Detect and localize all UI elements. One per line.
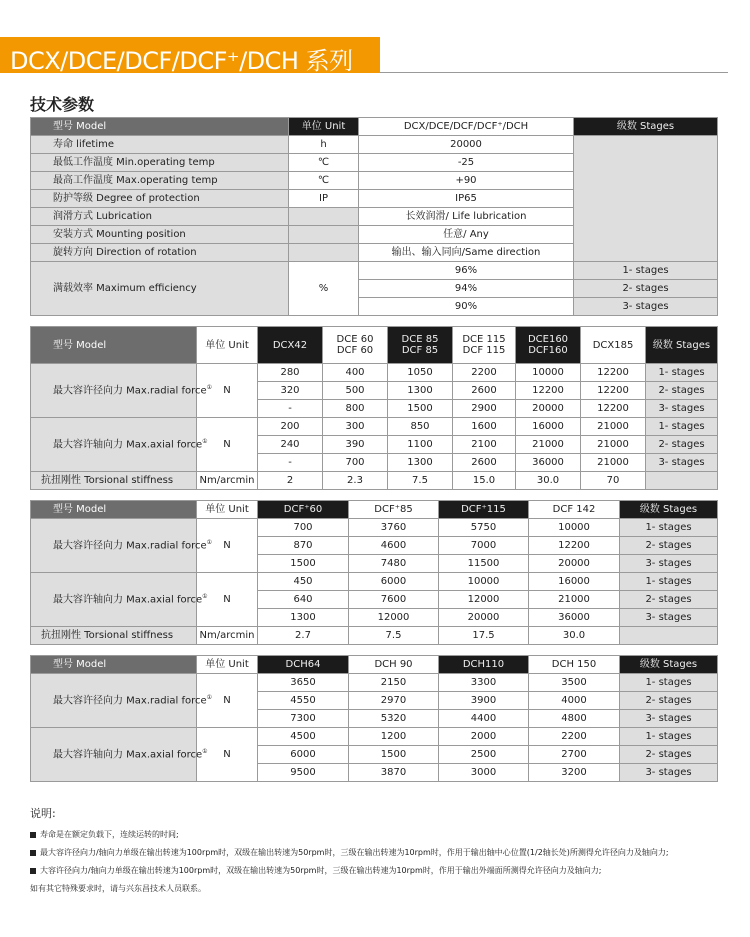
value-cell: 700 <box>323 454 388 472</box>
note-item <box>30 847 730 858</box>
value-cell: 4800 <box>529 710 620 728</box>
stiffness-value: 7.5 <box>388 472 453 490</box>
value-cell: 3500 <box>529 674 620 692</box>
dcx-dce-dcf-load-table <box>30 326 718 490</box>
table-row <box>31 418 718 436</box>
value-cell: 12200 <box>581 400 646 418</box>
row-unit <box>289 208 359 226</box>
stage-cell: 1- stages <box>620 728 718 746</box>
value-cell: 1100 <box>388 436 453 454</box>
row-label: 寿命 lifetime <box>31 136 289 154</box>
value-cell: 12200 <box>529 537 620 555</box>
value-cell: 12200 <box>581 382 646 400</box>
value-cell: - <box>258 454 323 472</box>
value-cell: 20000 <box>439 609 529 627</box>
model-header: 型号 Model <box>31 501 197 519</box>
value-cell: 1500 <box>388 400 453 418</box>
table-row <box>31 472 718 490</box>
value-cell: 2700 <box>529 746 620 764</box>
row-label: 最低工作温度 Min.operating temp <box>31 154 289 172</box>
force-unit: N <box>197 728 258 782</box>
value-cell: 1300 <box>388 382 453 400</box>
stiffness-value: 30.0 <box>516 472 581 490</box>
stage-cell: 2- stages <box>646 436 718 454</box>
value-cell: 2150 <box>349 674 439 692</box>
footnote-mark: ① <box>202 747 208 755</box>
footnote-mark: ① <box>206 693 213 701</box>
row-value: 任意/ Any <box>359 226 574 244</box>
force-unit: N <box>197 573 258 627</box>
stiffness-unit: Nm/arcmin <box>197 627 258 645</box>
stage-cell: 1- stages <box>646 418 718 436</box>
stage-cell: 3- stages <box>620 710 718 728</box>
value-cell: 320 <box>258 382 323 400</box>
value-cell: 5320 <box>349 710 439 728</box>
value-cell: 6000 <box>349 573 439 591</box>
value-cell: 3000 <box>439 764 529 782</box>
model-name: DCE 60 <box>336 334 374 345</box>
stiffness-value: 15.0 <box>453 472 516 490</box>
radial-force-label <box>31 364 213 418</box>
value-cell: 5750 <box>439 519 529 537</box>
stage-cell: 2- stages <box>620 746 718 764</box>
model-header: 型号 Model <box>31 118 289 136</box>
value-cell: 16000 <box>529 573 620 591</box>
force-label-text: 最大容许轴向力 Max.axial force <box>53 594 203 606</box>
model-name: DCF 85 <box>401 345 439 356</box>
unit-header: 单位 Unit <box>197 656 258 674</box>
table-row <box>31 519 718 537</box>
value-cell: 2100 <box>453 436 516 454</box>
model-name: DCE 85 <box>401 334 439 345</box>
stage-cell: 2- stages <box>574 280 718 298</box>
model-header: 型号 Model <box>31 656 197 674</box>
value-cell: 21000 <box>581 436 646 454</box>
value-cell: 1300 <box>388 454 453 472</box>
stiffness-unit: Nm/arcmin <box>197 472 258 490</box>
row-value: -25 <box>359 154 574 172</box>
note-text: 最大容许径向力/轴向力单级在输出转速为100rpm时，双级在输出转速为50rpm时，三级在输出转速为10rpm时，作用于输出轴中心位置(1/2轴长处)所测得允许径向力及轴向力; <box>40 848 669 857</box>
value-cell: 4600 <box>349 537 439 555</box>
row-value: IP65 <box>359 190 574 208</box>
value-cell: 450 <box>258 573 349 591</box>
force-label-text: 最大容许轴向力 Max.axial force <box>53 439 203 451</box>
value-cell: 2900 <box>453 400 516 418</box>
value-cell: 9500 <box>258 764 349 782</box>
value-cell: 3760 <box>349 519 439 537</box>
stages-header: 级数 Stages <box>574 118 718 136</box>
table-row <box>31 728 718 746</box>
stiffness-label: 抗扭刚性 Torsional stiffness <box>31 472 197 490</box>
table-row <box>31 364 718 382</box>
value-cell: 3200 <box>529 764 620 782</box>
radial-force-label <box>31 519 213 573</box>
stage-cell: 1- stages <box>620 674 718 692</box>
value-cell: 2970 <box>349 692 439 710</box>
model-dcf-plus-85: DCF⁺85 <box>349 501 439 519</box>
stage-cell: 2- stages <box>620 692 718 710</box>
force-unit: N <box>197 674 258 728</box>
value-cell: 700 <box>258 519 349 537</box>
row-value: +90 <box>359 172 574 190</box>
section-title: 技术参数 <box>30 95 95 114</box>
model-dcf-142: DCF 142 <box>529 501 620 519</box>
stages-header: 级数 Stages <box>646 327 718 364</box>
value-cell: 640 <box>258 591 349 609</box>
note-item <box>30 829 730 840</box>
value-cell: 4000 <box>529 692 620 710</box>
value-cell: 7600 <box>349 591 439 609</box>
efficiency-unit: % <box>289 262 359 316</box>
value-cell: 400 <box>323 364 388 382</box>
value-cell: 1500 <box>349 746 439 764</box>
model-name: DCE160 <box>527 334 569 345</box>
stiffness-label: 抗扭刚性 Torsional stiffness <box>31 627 197 645</box>
model-name: DCF 60 <box>336 345 374 356</box>
row-unit: IP <box>289 190 359 208</box>
value-cell: 1050 <box>388 364 453 382</box>
value-cell: 240 <box>258 436 323 454</box>
efficiency-label: 满载效率 Maximum efficiency <box>31 262 289 316</box>
force-label-text: 最大容许径向力 Max.radial force <box>53 385 207 397</box>
bullet-square-icon <box>30 850 36 856</box>
row-unit: ℃ <box>289 172 359 190</box>
row-unit <box>289 226 359 244</box>
stages-header: 级数 Stages <box>620 656 718 674</box>
model-name: DCF 115 <box>462 345 506 356</box>
value-cell: 10000 <box>439 573 529 591</box>
value-cell: 2500 <box>439 746 529 764</box>
stage-cell: 3- stages <box>620 764 718 782</box>
value-cell: 870 <box>258 537 349 555</box>
value-cell: 21000 <box>516 436 581 454</box>
value-cell: 2600 <box>453 454 516 472</box>
value-cell: 10000 <box>529 519 620 537</box>
footnote-mark: ① <box>206 383 213 391</box>
efficiency-value: 90% <box>359 298 574 316</box>
row-label: 最高工作温度 Max.operating temp <box>31 172 289 190</box>
force-unit: N <box>197 364 258 418</box>
force-unit: N <box>197 519 258 573</box>
force-label-text: 最大容许径向力 Max.radial force <box>53 540 207 552</box>
model-name: DCX42 <box>272 339 308 351</box>
axial-force-label <box>31 728 208 782</box>
note-item <box>30 865 730 876</box>
value-cell: 36000 <box>529 609 620 627</box>
value-cell: 20000 <box>529 555 620 573</box>
model-header: 型号 Model <box>31 327 197 364</box>
row-label: 防护等级 Degree of protection <box>31 190 289 208</box>
row-value: 输出、输入同向/Same direction <box>359 244 574 262</box>
value-cell: 3300 <box>439 674 529 692</box>
general-spec-table <box>30 117 718 316</box>
stage-cell: 1- stages <box>620 519 718 537</box>
note-text: 寿命是在额定负载下，连续运转的时间; <box>40 830 179 839</box>
stage-cell: 3- stages <box>620 555 718 573</box>
table-row <box>31 674 718 692</box>
stage-blank <box>646 472 718 490</box>
value-cell: 20000 <box>516 400 581 418</box>
table-row <box>31 627 718 645</box>
model-name: DCF160 <box>528 345 568 356</box>
model-dcx185 <box>581 327 646 364</box>
value-cell: 3900 <box>439 692 529 710</box>
row-label: 安装方式 Mounting position <box>31 226 289 244</box>
value-cell: 21000 <box>581 418 646 436</box>
force-label-text: 最大容许轴向力 Max.axial force <box>53 749 203 761</box>
value-cell: 4400 <box>439 710 529 728</box>
value-cell: 1200 <box>349 728 439 746</box>
dcf-plus-load-table <box>30 500 718 645</box>
table-row <box>31 573 718 591</box>
stiffness-value: 30.0 <box>529 627 620 645</box>
stiffness-value: 7.5 <box>349 627 439 645</box>
value-cell: 4550 <box>258 692 349 710</box>
value-cell: 21000 <box>581 454 646 472</box>
row-label: 旋转方向 Direction of rotation <box>31 244 289 262</box>
value-cell: 12200 <box>581 364 646 382</box>
model-dcx42 <box>258 327 323 364</box>
force-unit: N <box>197 418 258 472</box>
axial-force-label <box>31 573 208 627</box>
notes-footer: 如有其它特殊要求时，请与兴东昌技术人员联系。 <box>30 884 206 893</box>
axial-force-label <box>31 418 208 472</box>
stage-cell: 2- stages <box>620 591 718 609</box>
value-cell: 300 <box>323 418 388 436</box>
row-label: 润滑方式 Lubrication <box>31 208 289 226</box>
model-dcf-plus-60: DCF⁺60 <box>258 501 349 519</box>
stiffness-value: 2.7 <box>258 627 349 645</box>
value-cell: 200 <box>258 418 323 436</box>
efficiency-value: 94% <box>359 280 574 298</box>
notes-title: 说明: <box>30 807 56 820</box>
value-cell: 16000 <box>516 418 581 436</box>
value-cell: 280 <box>258 364 323 382</box>
model-dch150: DCH 150 <box>529 656 620 674</box>
stiffness-value: 17.5 <box>439 627 529 645</box>
value-cell: 36000 <box>516 454 581 472</box>
force-label-text: 最大容许径向力 Max.radial force <box>53 695 207 707</box>
value-cell: 2000 <box>439 728 529 746</box>
row-unit: ℃ <box>289 154 359 172</box>
stage-cell: 1- stages <box>620 573 718 591</box>
model-dch110: DCH110 <box>439 656 529 674</box>
notes <box>30 805 730 901</box>
unit-header: 单位 Unit <box>197 327 258 364</box>
value-cell: 2200 <box>453 364 516 382</box>
model-name: DCX185 <box>592 339 634 351</box>
model-dch64: DCH64 <box>258 656 349 674</box>
value-cell: 850 <box>388 418 453 436</box>
stage-cell: 3- stages <box>574 298 718 316</box>
value-cell: - <box>258 400 323 418</box>
stage-cell: 2- stages <box>646 382 718 400</box>
model-dce115-dcf115 <box>453 327 516 364</box>
note-text: 大容许径向力/轴向力单级在输出转速为100rpm时，双级在输出转速为50rpm时，三级在输出转速为10rpm时，作用于输出外端面所测得允许径向力及轴向力; <box>40 866 602 875</box>
model-name: DCE 115 <box>462 334 506 345</box>
value-cell: 1300 <box>258 609 349 627</box>
stage-cell: 3- stages <box>646 400 718 418</box>
footnote-mark: ① <box>202 437 208 445</box>
value-cell: 1600 <box>453 418 516 436</box>
unit-header: 单位 Unit <box>289 118 359 136</box>
stiffness-value: 2.3 <box>323 472 388 490</box>
radial-force-label <box>31 674 213 728</box>
row-value: 长效润滑/ Life lubrication <box>359 208 574 226</box>
bullet-square-icon <box>30 868 36 874</box>
bullet-square-icon <box>30 832 36 838</box>
efficiency-value: 96% <box>359 262 574 280</box>
stage-cell: 1- stages <box>646 364 718 382</box>
row-unit <box>289 244 359 262</box>
value-cell: 2600 <box>453 382 516 400</box>
model-dcf-plus-115: DCF⁺115 <box>439 501 529 519</box>
value-cell: 12200 <box>516 382 581 400</box>
stage-cell: 2- stages <box>620 537 718 555</box>
row-value: 20000 <box>359 136 574 154</box>
footnote-mark: ① <box>206 538 213 546</box>
stage-cell: 3- stages <box>646 454 718 472</box>
value-cell: 3650 <box>258 674 349 692</box>
value-cell: 12000 <box>349 609 439 627</box>
value-cell: 3870 <box>349 764 439 782</box>
value-cell: 4500 <box>258 728 349 746</box>
value-cell: 800 <box>323 400 388 418</box>
stiffness-value: 70 <box>581 472 646 490</box>
stages-blank <box>574 136 718 262</box>
stages-header: 级数 Stages <box>620 501 718 519</box>
unit-header: 单位 Unit <box>197 501 258 519</box>
stage-cell: 1- stages <box>574 262 718 280</box>
series-title: DCX/DCE/DCF/DCF⁺/DCH 系列 <box>10 47 353 75</box>
value-cell: 2200 <box>529 728 620 746</box>
value-cell: 7300 <box>258 710 349 728</box>
stage-cell: 3- stages <box>620 609 718 627</box>
model-dce85-dcf85 <box>388 327 453 364</box>
value-cell: 21000 <box>529 591 620 609</box>
value-cell: 10000 <box>516 364 581 382</box>
series-header: DCX/DCE/DCF/DCF⁺/DCH <box>359 118 574 136</box>
model-dch90: DCH 90 <box>349 656 439 674</box>
row-unit: h <box>289 136 359 154</box>
model-dce160-dcf160 <box>516 327 581 364</box>
value-cell: 6000 <box>258 746 349 764</box>
stage-blank <box>620 627 718 645</box>
dch-load-table <box>30 655 718 782</box>
model-dce60-dcf60 <box>323 327 388 364</box>
stiffness-value: 2 <box>258 472 323 490</box>
value-cell: 500 <box>323 382 388 400</box>
value-cell: 12000 <box>439 591 529 609</box>
value-cell: 390 <box>323 436 388 454</box>
footnote-mark: ① <box>202 592 208 600</box>
value-cell: 7480 <box>349 555 439 573</box>
value-cell: 1500 <box>258 555 349 573</box>
value-cell: 7000 <box>439 537 529 555</box>
value-cell: 11500 <box>439 555 529 573</box>
header-divider <box>380 72 728 73</box>
